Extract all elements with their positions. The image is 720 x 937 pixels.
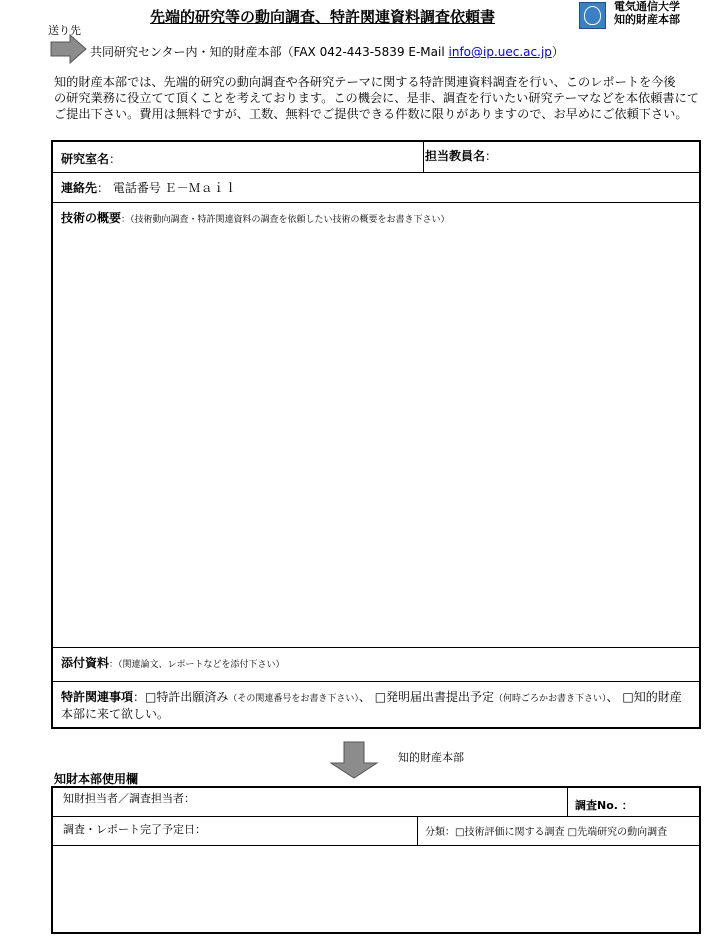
attachment-note: ：（関連論文、レポートなどを添付下さい） <box>109 660 285 670</box>
category-field[interactable]: 分類：□技術評価に関する調査 □先端研究の動向調査 <box>425 827 668 838</box>
patent-option-planned-note: （何時ごろかお書き下さい） <box>494 694 607 704</box>
destination-text: 共同研究センター内・知的財産本部（FAX 042-443-5839 E-Mail <box>90 45 449 59</box>
office-use-form <box>51 786 701 934</box>
survey-no-field[interactable]: 調査No. ： <box>575 799 633 812</box>
request-form <box>51 140 701 729</box>
patent-field[interactable] <box>61 690 682 722</box>
attachment-field[interactable] <box>61 654 285 671</box>
patent-option-visit[interactable]: 、 □知的財産 <box>606 690 682 704</box>
patent-option-planned[interactable]: 、 □発明届出書提出予定 <box>358 690 495 704</box>
patent-label: 特許関連事項 <box>61 690 134 704</box>
right-arrow-icon <box>50 34 88 64</box>
down-arrow-icon <box>330 741 380 779</box>
lab-name-label: 研究室名 <box>61 152 110 166</box>
staff-field[interactable]: 知財担当者／調査担当者： <box>63 792 195 805</box>
page-title: 先端的研究等の動向調査、特許関連資料調査依頼書 <box>150 8 496 26</box>
attachment-label: 添付資料 <box>61 656 110 670</box>
destination-line <box>90 43 564 60</box>
university-line2: 知的財産本部 <box>614 13 680 26</box>
university-line1: 電気通信大学 <box>614 0 680 13</box>
patent-option-filed-note: （その関連番号をお書き下さい） <box>228 694 359 704</box>
teacher-label: 担当教員名 <box>425 149 486 163</box>
ip-hq-label: 知的財産本部 <box>398 751 464 764</box>
patent-option-filed[interactable]: ：□特許出願済み <box>133 690 229 704</box>
contact-field[interactable] <box>61 179 237 196</box>
lab-name-field[interactable] <box>61 150 121 167</box>
university-name <box>614 0 680 26</box>
teacher-field[interactable] <box>425 147 497 164</box>
patent-option-visit-line2: 本部に来て欲しい。 <box>61 707 170 721</box>
due-date-field[interactable]: 調査・レポート完了予定日： <box>63 823 206 836</box>
office-use-heading: 知財本部使用欄 <box>54 772 139 786</box>
send-to-label: 送り先 <box>48 24 81 37</box>
teacher-colon: ： <box>485 149 498 163</box>
tech-summary-field[interactable] <box>61 209 450 226</box>
email-link[interactable]: info@ip.uec.ac.jp <box>448 45 552 59</box>
destination-close: ） <box>551 45 564 59</box>
lab-name-colon: ： <box>109 152 122 166</box>
university-logo <box>579 2 606 29</box>
intro-paragraph: 知的財産本部では、先端的研究の動向調査や各研究テーマに関する特許関連資料調査を行い、このレポートを今後 の研究業務に役立てて頂くことを考えております。この機会に、是非、調査を行いたい研究テーマなどを本依頼書にて ご提出下さい。費用は無料ですが、工数、無料でご提供できる件数に限りがありますので、お早めにご依頼下さい。 <box>54 75 699 121</box>
contact-label: 連絡先 <box>61 181 98 195</box>
tech-summary-note: ：（技術動向調査・特許関連資料の調査を依頼したい技術の概要をお書き下さい） <box>121 215 450 225</box>
tech-summary-label: 技術の概要 <box>61 211 122 225</box>
contact-text: ： 電話番号 Ｅ－Ｍａｉｌ <box>97 181 237 195</box>
